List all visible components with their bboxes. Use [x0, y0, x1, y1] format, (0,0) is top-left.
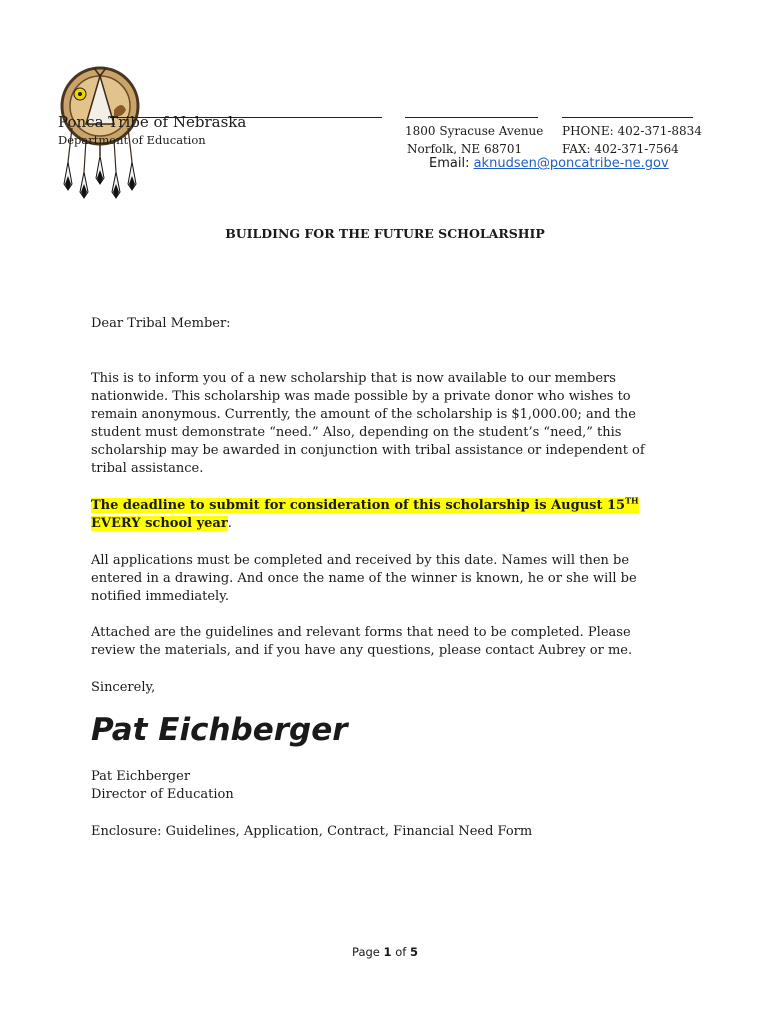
document-title: BUILDING FOR THE FUTURE SCHOLARSHIP: [225, 226, 545, 241]
paragraph-attachments: Attached are the guidelines and relevant forms that need to be completed. Please review the materials, and if you have any questions, please contact Aubrey or me.: [91, 625, 633, 658]
deadline-highlight: [91, 495, 639, 531]
fax-number: FAX: 402-371-7564: [562, 142, 679, 156]
email-link[interactable]: aknudsen@poncatribe-ne.gov: [473, 156, 669, 171]
closing: Sincerely,: [91, 680, 156, 695]
email-line: [429, 156, 669, 171]
signer-name: Pat Eichberger: [91, 769, 191, 784]
letterhead-rule-middle: [405, 117, 538, 118]
address-line-1: 1800 Syracuse Avenue: [405, 124, 544, 138]
page-footer: [0, 945, 770, 959]
signer-title: Director of Education: [91, 787, 234, 802]
letterhead-rule-right: [562, 117, 693, 118]
page-current: 1: [383, 945, 392, 959]
phone-number: PHONE: 402-371-8834: [562, 124, 702, 138]
signature: Pat Eichberger: [91, 712, 348, 748]
page-label: Page: [352, 945, 380, 959]
page-total: 5: [409, 945, 418, 959]
salutation: Dear Tribal Member:: [91, 316, 231, 331]
enclosure-line: Enclosure: Guidelines, Application, Contract, Financial Need Form: [91, 824, 533, 839]
paragraph-intro: This is to inform you of a new scholarship that is now available to our members nationwide. This scholarship was made possible by a private donor who wishes to remain anonymous. Currently, the amount of the scholarship is $1,000.00; and the student must demonstrate “need.” Also, depending on the student’s “need,” this scholarship may be awarded in conjunction with tribal assistance or independent of tribal assistance.: [91, 371, 645, 476]
page-of: of: [395, 945, 407, 959]
deadline-text-end: EVERY school year: [91, 516, 228, 531]
ponca-tribe-logo: [58, 64, 142, 200]
org-name: Ponca Tribe of Nebraska: [58, 113, 247, 131]
email-label: Email:: [429, 156, 470, 171]
deadline-superscript: TH: [625, 495, 639, 506]
department-name: Department of Education: [58, 133, 206, 147]
deadline-period: .: [227, 516, 232, 531]
deadline-text: The deadline to submit for consideration of this scholarship is August 15: [91, 498, 626, 513]
address-line-2: Norfolk, NE 68701: [407, 142, 523, 156]
paragraph-deadline: [91, 497, 671, 533]
paragraph-applications: All applications must be completed and received by this date. Names will then be entered in a drawing. And once the name of the winner is known, he or she will be notified immediately.: [91, 553, 637, 604]
